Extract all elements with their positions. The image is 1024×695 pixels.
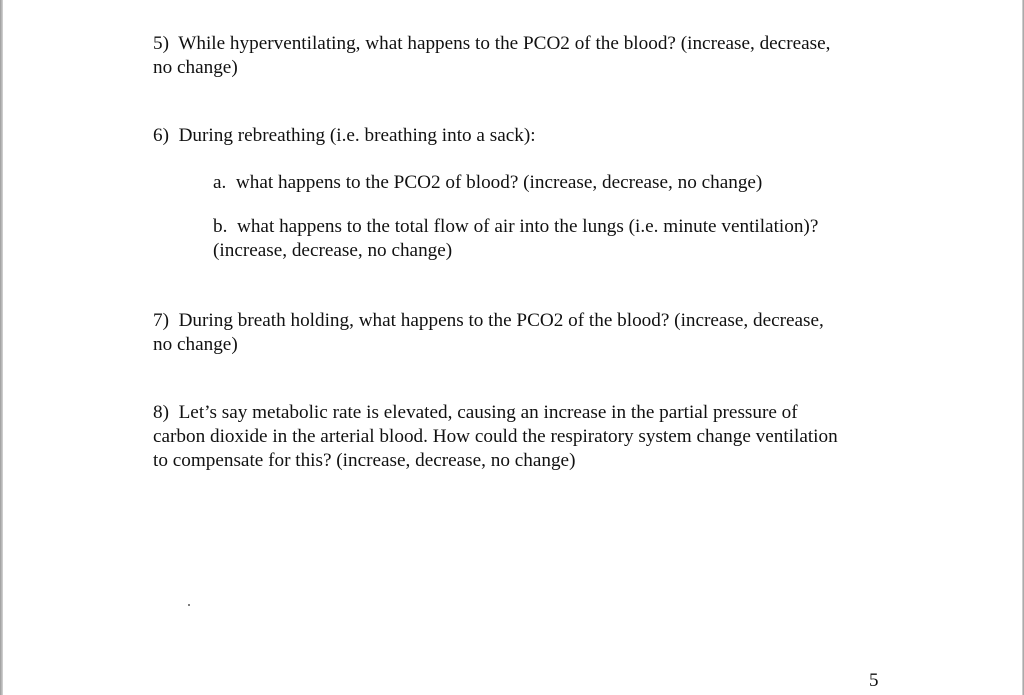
scan-speck: [188, 604, 190, 606]
question-7-number: 7): [153, 310, 169, 331]
question-8-number: 8): [153, 402, 169, 423]
question-8: [153, 401, 838, 473]
question-6a-label: a.: [213, 172, 227, 193]
question-5-line-1: While hyperventilating, what happens to the PCO2 of the blood? (increase, decrease,: [178, 33, 831, 54]
question-8-line-3: to compensate for this? (increase, decrease, no change): [153, 450, 576, 471]
question-6-line-1: During rebreathing (i.e. breathing into a sack):: [178, 125, 536, 146]
question-7-line-2: no change): [153, 334, 238, 355]
question-8-line-1: Let’s say metabolic rate is elevated, causing an increase in the partial pressure of: [178, 402, 798, 423]
page-left-border: [0, 0, 3, 695]
question-6: [153, 124, 536, 148]
question-7-line-1: During breath holding, what happens to the PCO2 of the blood? (increase, decrease,: [178, 310, 824, 331]
question-8-line-2: carbon dioxide in the arterial blood. How could the respiratory system change ventilation: [153, 426, 838, 447]
question-6b-line-2: (increase, decrease, no change): [213, 240, 453, 261]
question-7: [153, 309, 824, 357]
question-6b-line-1: what happens to the total flow of air into the lungs (i.e. minute ventilation)?: [236, 216, 819, 237]
question-6b: [213, 215, 818, 263]
question-5-line-2: no change): [153, 57, 238, 78]
page-number: 5: [869, 670, 879, 691]
question-6b-label: b.: [213, 216, 228, 237]
question-6a-line-1: what happens to the PCO2 of blood? (increase, decrease, no change): [235, 172, 763, 193]
question-5-number: 5): [153, 33, 169, 54]
question-6a: [213, 171, 762, 195]
question-6-number: 6): [153, 125, 169, 146]
question-5: [153, 32, 830, 80]
